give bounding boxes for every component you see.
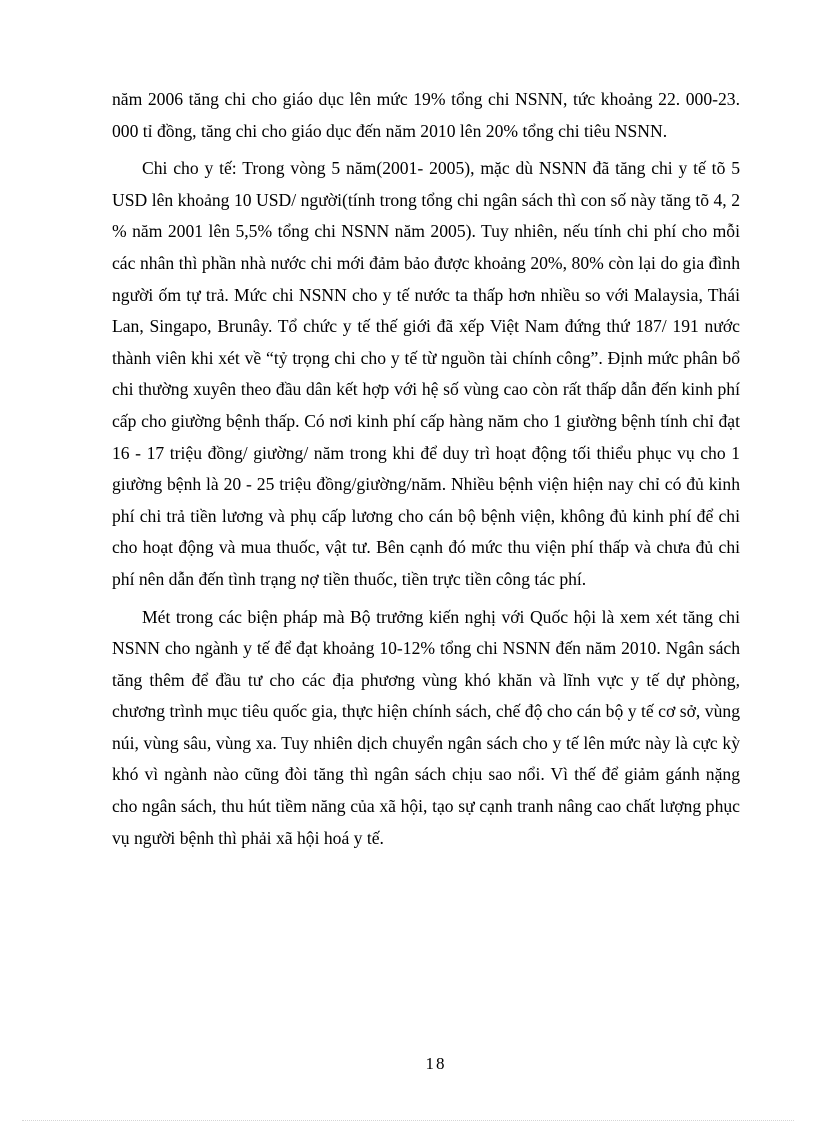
body-text bbox=[112, 84, 740, 854]
paragraph-minister-proposal: Mét trong các biện pháp mà Bộ trưởng kiến nghị với Quốc hội là xem xét tăng chi NSNN cho ngành y tế để đạt khoảng 10-12% tổng chi NSNN đến năm 2010. Ngân sách tăng thêm để đầu tư cho các địa phương vùng khó khăn và lĩnh vực y tế dự phòng, chương trình mục tiêu quốc gia, thực hiện chính sách, chế độ cho cán bộ y tế cơ sở, vùng núi, vùng sâu, vùng xa. Tuy nhiên dịch chuyển ngân sách cho y tế lên mức này là cực kỳ khó vì ngành nào cũng đòi tăng thì ngân sách chịu sao nổi. Vì thế để giảm gánh nặng cho ngân sách, thu hút tiềm năng của xã hội, tạo sự cạnh tranh nâng cao chất lượng phục vụ người bệnh thì phải xã hội hoá y tế. bbox=[112, 606, 740, 848]
paragraph-health-spending: Chi cho y tế: Trong vòng 5 năm(2001- 2005), mặc dù NSNN đã tăng chi y tế tõ 5 USD lên khoảng 10 USD/ người(tính trong tổng chi ngân sách thì con số này tăng tõ 4, 2 % năm 2001 lên 5,5% tổng chi NSNN năm 2005). Tuy nhiên, nếu tính chi phí cho mỗi các nhân thì phần nhà nước chi mới đảm bảo được khoảng 20%, 80% còn lại do gia đình người ốm tự trả. Mức chi NSNN cho y tế nước ta thấp hơn nhiều so với Malaysia, Thái Lan, Singapo, Brunây. Tổ chức y tế thế giới đã xếp Việt Nam đứng thứ 187/ 191 nước thành viên khi xét về “tỷ trọng chi cho y tế từ nguồn tài chính công”. Định mức phân bổ chi thường xuyên theo đầu dân kết hợp với hệ số vùng cao còn rất thấp dẫn đến kinh phí cấp cho giường bệnh thấp. Có nơi kinh phí cấp hàng năm cho 1 giường bệnh tính chỉ đạt 16 - 17 triệu đồng/ giường/ năm trong khi để duy trì hoạt động tối thiểu phục vụ cho 1 giường bệnh là 20 - 25 triệu đồng/giường/năm. Nhiều bệnh viện hiện nay chỉ có đủ kinh phí chi trả tiền lương và phụ cấp lương cho cán bộ bệnh viện, không đủ kinh phí để chi cho hoạt động và mua thuốc, vật tư. Bên cạnh đó mức thu viện phí thấp và chưa đủ chi phí nên dẫn đến tình trạng nợ tiền thuốc, tiền trực tiền công tác phí. bbox=[112, 158, 740, 589]
page-bottom-divider bbox=[22, 1120, 794, 1121]
page-number: 18 bbox=[425, 1054, 447, 1073]
paragraph-education-continued: năm 2006 tăng chi cho giáo dục lên mức 19% tổng chi NSNN, tức khoảng 22. 000-23. 000 tỉ đồng, tăng chi cho giáo dục đến năm 2010 lên 20% tổng chi tiêu NSNN. bbox=[112, 89, 740, 141]
